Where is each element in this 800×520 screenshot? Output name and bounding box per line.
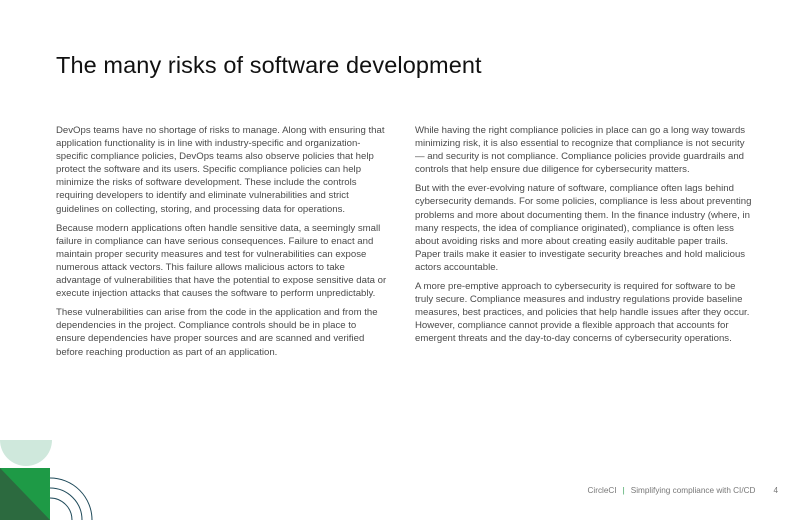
decorative-graphic <box>0 436 110 520</box>
page-title: The many risks of software development <box>56 52 482 78</box>
paragraph: But with the ever-evolving nature of software, compliance often lags behind cybersecurity demands. For some policies, compliance is less about preventing problems and more about documenting them. In the finance industry (where, in many respects, the idea of compliance originated), compliance is often less about avoiding risks and more about creating easily auditable paper trails. Paper trails make it easier to investigate security breaches and hold malicious actors accountable. <box>415 183 752 273</box>
paragraph: Because modern applications often handle sensitive data, a seemingly small failure in compliance can have serious consequences. Failure to enact and maintain proper security measures and test for vulnerabilities can expose numerous attack vectors. This failure allows malicious actors to take advantage of vulnerabilities that have the potential to expose sensitive data or execute injection attacks that causes the software to perform unpredictably. <box>56 222 387 300</box>
footer-brand: CircleCI <box>587 486 617 495</box>
arc-line-middle <box>50 488 82 520</box>
left-column <box>56 124 388 365</box>
paragraph: These vulnerabilities can arise from the code in the application and from the dependencies in the project. Compliance controls should be in place to ensure dependencies have proper sources and are scanned and verified before reaching production as part of an application. <box>56 307 378 358</box>
right-column <box>415 124 753 352</box>
footer-doc-title: Simplifying compliance with CI/CD <box>630 486 756 495</box>
page-footer <box>588 486 779 495</box>
mint-half-circle-shape <box>0 440 52 466</box>
paragraph: DevOps teams have no shortage of risks to manage. Along with ensuring that application functionality is in line with industry-specific and organization-specific compliance policies, DevOps teams also observe policies that help protect the software and its users. Specific compliance policies can help minimize the risks of software development. These include the controls requiring developers to identify and eliminate vulnerabilities and strict guidelines on collecting, storing, and processing data for operations. <box>56 125 385 215</box>
page-number: 4 <box>773 486 778 495</box>
arc-line-inner <box>50 498 72 520</box>
paragraph: A more pre-emptive approach to cybersecurity is required for software to be truly secure. Compliance measures and industry regulations provide baseline measures, best practices, and policies that help handle issues after they occur. However, compliance cannot provide a flexible approach that accounts for emergent threats and the day-to-day concerns of cybersecurity operations. <box>415 281 750 345</box>
footer-separator: | <box>622 486 625 495</box>
paragraph: While having the right compliance policies in place can go a long way towards minimizing risk, it is also essential to recognize that compliance is not security — and security is not compliance. Compliance policies provide guardrails and controls that help ensure due diligence for cybersecurity matters. <box>415 125 746 176</box>
